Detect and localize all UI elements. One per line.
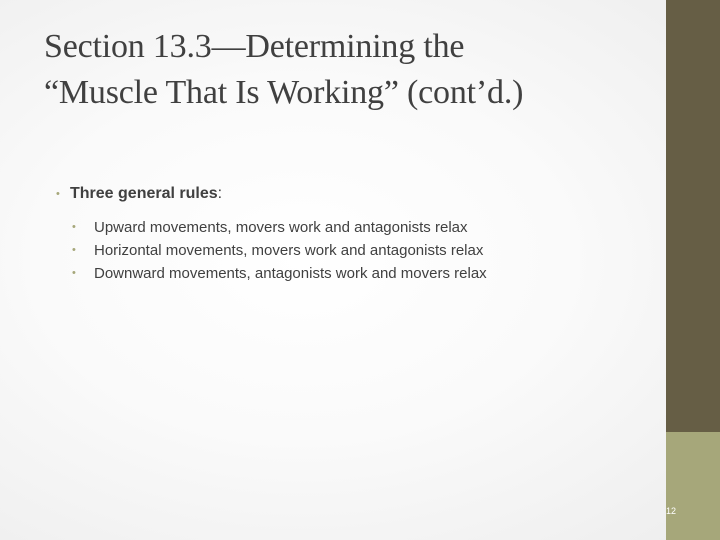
- sub-bullet-list: [56, 216, 656, 285]
- sidebar-accent-dark: [666, 0, 720, 432]
- sub-bullet-downward: [72, 262, 656, 285]
- slide-content: [56, 183, 656, 285]
- bullet-icon: •: [72, 267, 76, 279]
- sub-bullet-text: Upward movements, movers work and antagonists relax: [94, 219, 468, 236]
- sub-bullet-horizontal: [72, 239, 656, 262]
- slide-number: 12: [666, 506, 677, 516]
- bullet-icon: •: [72, 221, 76, 233]
- sub-bullet-text: Horizontal movements, movers work and antagonists relax: [94, 242, 484, 259]
- title-line-1: Section 13.3—Determining the: [44, 28, 465, 65]
- bullet-icon: •: [56, 188, 60, 200]
- sub-bullet-text: Downward movements, antagonists work and movers relax: [94, 265, 487, 282]
- main-bullet-strong-text: Three general rules: [70, 185, 218, 202]
- main-bullet-suffix: :: [217, 185, 223, 202]
- main-bullet: [56, 183, 656, 205]
- slide-title: [44, 24, 644, 116]
- sidebar-accent-light: [666, 432, 720, 540]
- title-line-2: “Muscle That Is Working” (cont’d.): [44, 74, 524, 111]
- sub-bullet-upward: [72, 216, 656, 239]
- bullet-icon: •: [72, 244, 76, 256]
